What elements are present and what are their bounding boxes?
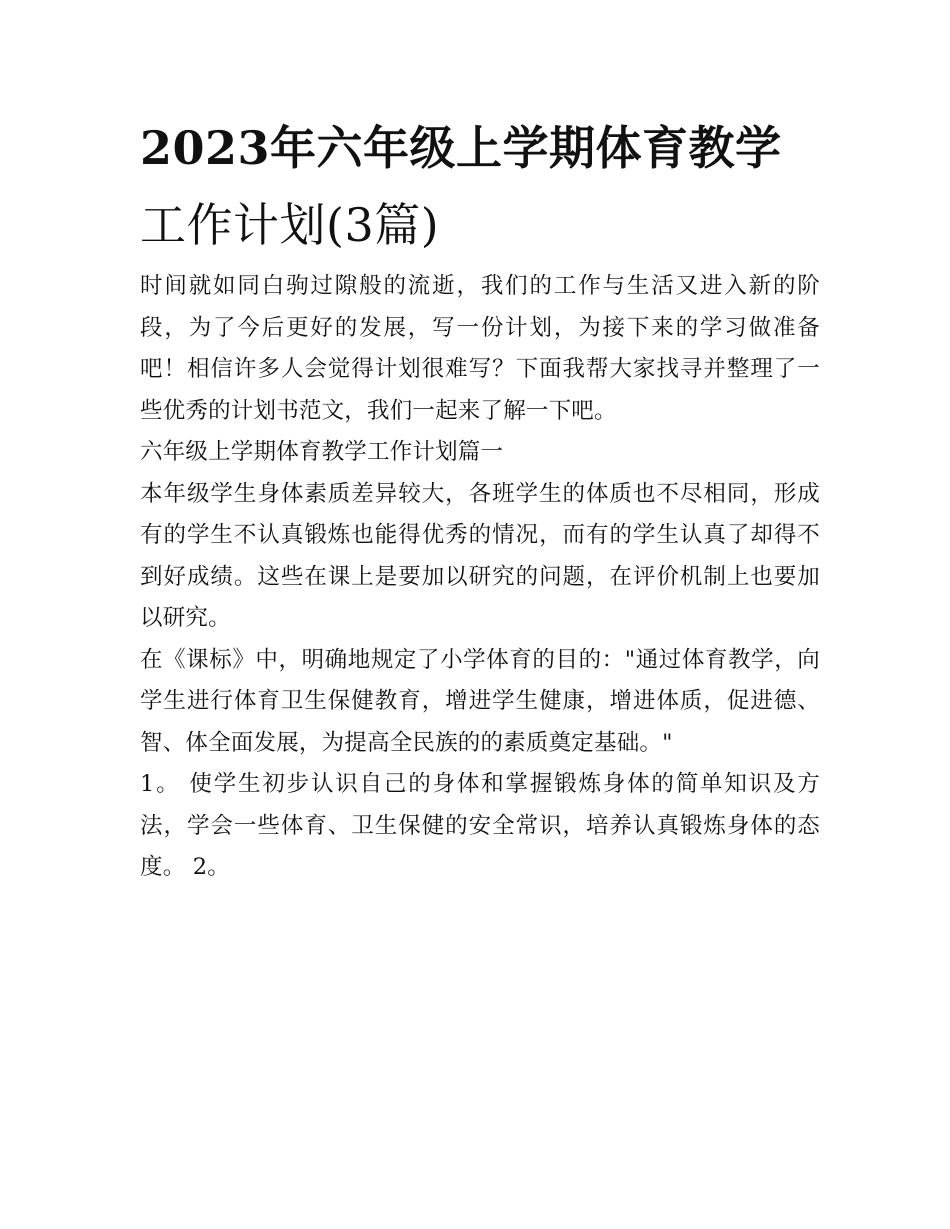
body-paragraph-3: 1。 使学生初步认识自己的身体和掌握锻炼身体的简单知识及方法，学会一些体育、卫生保健的安全常识，培养认真锻炼身体的态度。 2。 — [140, 771, 820, 880]
section-heading: 六年级上学期体育教学工作计划篇一 — [140, 439, 504, 465]
intro-paragraph: 时间就如同白驹过隙般的流逝，我们的工作与生活又进入新的阶段，为了今后更好的发展，写一份计划，为接下来的学习做准备吧！相信许多人会觉得计划很难写？下面我帮大家找寻并整理了一些优秀的计划书范文，我们一起来了解一下吧。 — [140, 273, 820, 424]
body-paragraph-1: 本年级学生身体素质差异较大，各班学生的体质也不尽相同，形成有的学生不认真锻炼也能得优秀的情况，而有的学生认真了却得不到好成绩。这些在课上是要加以研究的问题，在评价机制上也要加以研究。 — [140, 480, 820, 631]
title-line-1: 2023年六年级上学期体育教学 — [140, 121, 782, 175]
document-page — [140, 110, 820, 889]
document-title — [140, 110, 820, 264]
title-line-2: 工作计划(3篇) — [140, 198, 440, 252]
body-paragraph-2: 在《课标》中，明确地规定了小学体育的目的："通过体育教学，向学生进行体育卫生保健教育，增进学生健康，增进体质，促进德、智、体全面发展，为提高全民族的的素质奠定基础。" — [140, 646, 820, 756]
